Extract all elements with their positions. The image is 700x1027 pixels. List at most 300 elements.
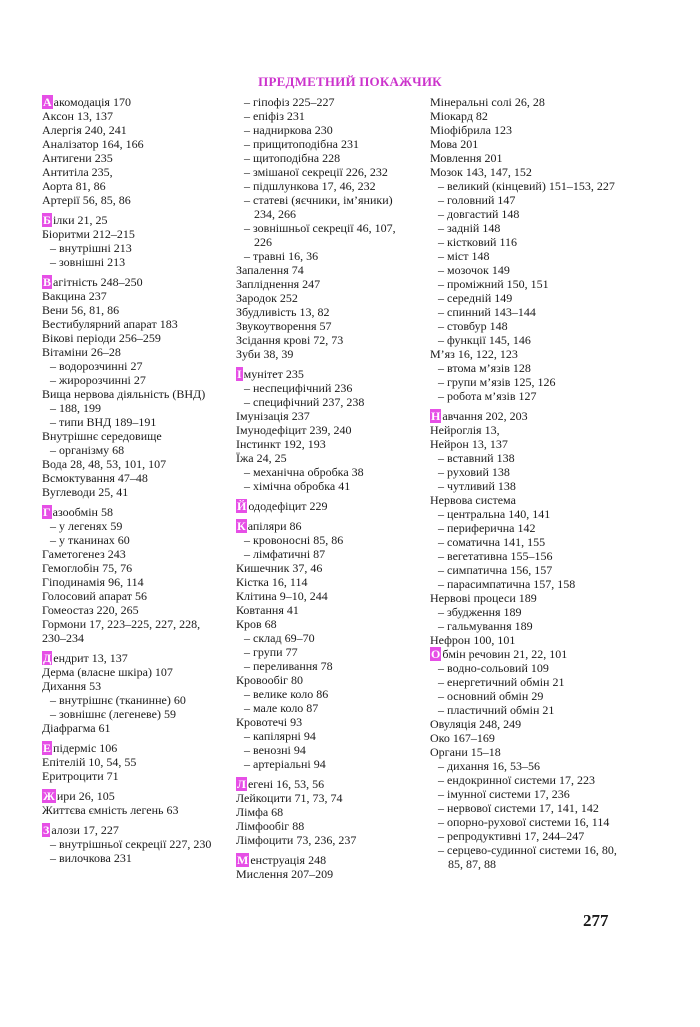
index-entry-text: Лімфа 68 <box>236 805 284 819</box>
index-entry <box>430 493 630 507</box>
index-entry <box>42 227 222 241</box>
index-entry <box>42 561 222 575</box>
index-entry <box>42 679 222 693</box>
index-subentry <box>42 837 222 851</box>
index-entry-text: – задній 148 <box>438 221 501 235</box>
index-entry-text: – групи 77 <box>244 645 298 659</box>
index-entry-text: – мозочок 149 <box>438 263 510 277</box>
index-subentry <box>430 787 630 801</box>
index-entry-text: Зародок 252 <box>236 291 298 305</box>
index-entry-text: Звукоутворення 57 <box>236 319 332 333</box>
index-entry-text: – основний обмін 29 <box>438 689 544 703</box>
index-entry <box>236 499 416 513</box>
index-entry-text: – центральна 140, 141 <box>438 507 551 521</box>
index-subentry <box>42 533 222 547</box>
index-entry <box>42 289 222 303</box>
index-entry-text: – зовнішнє (легеневе) 59 <box>50 707 176 721</box>
section-initial-letter: Д <box>43 651 52 665</box>
index-entry <box>236 819 416 833</box>
index-entry <box>236 673 416 687</box>
index-subentry <box>430 507 630 521</box>
index-entry-text: Мислення 207–209 <box>236 867 334 881</box>
index-subentry <box>430 675 630 689</box>
index-entry-text: Аорта 81, 86 <box>42 179 106 193</box>
index-entry-text: – гальмування 189 <box>438 619 533 633</box>
index-entry <box>236 561 416 575</box>
index-entry-text: Кістка 16, 114 <box>236 575 308 589</box>
index-entry <box>236 777 416 791</box>
index-entry <box>236 367 416 381</box>
section-initial-letter: О <box>431 647 441 661</box>
index-entry <box>236 277 416 291</box>
index-subentry <box>430 759 630 773</box>
index-entry-text: підерміс 106 <box>53 741 118 755</box>
index-entry-text: – вегетативна 155–156 <box>438 549 553 563</box>
index-entry <box>42 803 222 817</box>
index-entry-text: – травні 16, 36 <box>244 249 319 263</box>
index-entry <box>42 193 222 207</box>
index-subentry <box>430 263 630 277</box>
index-entry-text: – склад 69–70 <box>244 631 315 645</box>
index-entry-text: Запліднення 247 <box>236 277 321 291</box>
index-entry <box>42 429 222 443</box>
index-subentry <box>430 291 630 305</box>
index-entry-text: Внутрішнє середовище <box>42 429 162 443</box>
index-subentry <box>42 241 222 255</box>
index-entry <box>430 151 630 165</box>
index-entry-text: азообмін 58 <box>52 505 113 519</box>
index-entry-text: – імунної системи 17, 236 <box>438 787 570 801</box>
index-entry <box>236 423 416 437</box>
index-entry-text: Вестибулярний апарат 183 <box>42 317 178 331</box>
index-entry-text: Око 167–169 <box>430 731 495 745</box>
index-entry-text: – соматична 141, 155 <box>438 535 546 549</box>
index-entry-text: – епіфіз 231 <box>244 109 305 123</box>
index-subentry <box>430 619 630 633</box>
section-initial-letter: З <box>43 823 50 837</box>
index-entry-text: Життєва ємність легень 63 <box>42 803 179 817</box>
index-entry-text: – щитоподібна 228 <box>244 151 341 165</box>
index-entry-text: – прищитоподібна 231 <box>244 137 359 151</box>
index-subentry <box>430 661 630 675</box>
index-entry-text: – втома м’язів 128 <box>438 361 531 375</box>
index-entry-text: – надниркова 230 <box>244 123 333 137</box>
index-subentry <box>430 829 630 843</box>
index-entry-text: – нервової системи 17, 141, 142 <box>438 801 599 815</box>
index-entry <box>42 275 222 289</box>
index-subentry <box>42 443 222 457</box>
index-entry <box>430 409 630 423</box>
index-entry-text: – венозні 94 <box>244 743 306 757</box>
index-subentry <box>430 235 630 249</box>
index-entry-text: Нейроглія 13, <box>430 423 500 437</box>
index-subentry <box>42 255 222 269</box>
index-subentry <box>430 249 630 263</box>
index-subentry <box>42 401 222 415</box>
index-subentry <box>236 165 416 179</box>
index-entry-text: – руховий 138 <box>438 465 510 479</box>
index-entry-text: Вени 56, 81, 86 <box>42 303 120 317</box>
index-entry <box>236 833 416 847</box>
index-subentry <box>430 801 630 815</box>
index-entry-text: Нервові процеси 189 <box>430 591 537 605</box>
index-subentry <box>430 843 630 871</box>
index-entry <box>430 137 630 151</box>
index-entry-text: – переливання 78 <box>244 659 333 673</box>
index-entry-text: Лімфообіг 88 <box>236 819 305 833</box>
index-entry-text: Лімфоцити 73, 236, 237 <box>236 833 357 847</box>
index-subentry <box>236 137 416 151</box>
index-entry-text: – проміжний 150, 151 <box>438 277 549 291</box>
index-subentry <box>42 851 222 865</box>
index-entry-text: – опорно-рухової системи 16, 114 <box>438 815 610 829</box>
index-column-3 <box>430 95 630 871</box>
index-entry <box>430 423 630 437</box>
index-entry <box>42 179 222 193</box>
index-entry-text: – середній 149 <box>438 291 513 305</box>
index-entry-text: – гіпофіз 225–227 <box>244 95 335 109</box>
index-entry <box>42 575 222 589</box>
index-entry-text: Вакцина 237 <box>42 289 107 303</box>
index-entry <box>42 741 222 755</box>
index-subentry <box>430 221 630 235</box>
index-entry-text: – велике коло 86 <box>244 687 329 701</box>
index-subentry <box>430 577 630 591</box>
section-initial-letter: Ж <box>43 789 55 803</box>
index-entry-text: Артерії 56, 85, 86 <box>42 193 131 207</box>
section-initial-letter: Й <box>237 499 247 513</box>
index-entry-text: енструація 248 <box>250 853 327 867</box>
index-entry <box>430 717 630 731</box>
index-entry <box>42 457 222 471</box>
index-entry <box>42 317 222 331</box>
index-entry-text: – хімічна обробка 41 <box>244 479 351 493</box>
index-entry-text: Лейкоцити 71, 73, 74 <box>236 791 343 805</box>
index-entry-text: – спинний 143–144 <box>438 305 536 319</box>
index-subentry <box>236 757 416 771</box>
index-entry-text: Вітаміни 26–28 <box>42 345 121 359</box>
index-entry <box>430 109 630 123</box>
index-entry-text: – парасимпатична 157, 158 <box>438 577 576 591</box>
index-entry-text: ири 26, 105 <box>56 789 115 803</box>
index-entry-text: Зуби 38, 39 <box>236 347 294 361</box>
index-entry-text: – у тканинах 60 <box>50 533 130 547</box>
index-subentry <box>430 319 630 333</box>
index-entry-text: – механічна обробка 38 <box>244 465 364 479</box>
index-entry-text: – пластичний обмін 21 <box>438 703 555 717</box>
index-entry <box>236 853 416 867</box>
index-entry-text: – зовнішні 213 <box>50 255 126 269</box>
index-subentry <box>430 563 630 577</box>
index-entry-text: – дихання 16, 53–56 <box>438 759 541 773</box>
index-subentry <box>430 703 630 717</box>
index-entry-text: Вуглеводи 25, 41 <box>42 485 129 499</box>
index-entry <box>42 331 222 345</box>
index-entry <box>42 151 222 165</box>
index-entry-text: – капілярні 94 <box>244 729 316 743</box>
index-subentry <box>430 815 630 829</box>
index-entry-text: алози 17, 227 <box>51 823 119 837</box>
page-number: 277 <box>583 911 609 930</box>
index-title: ПРЕДМЕТНИЙ ПОКАЖЧИК <box>258 74 442 89</box>
index-subentry <box>430 479 630 493</box>
index-entry-text: – водорозчинні 27 <box>50 359 143 373</box>
index-entry <box>236 305 416 319</box>
index-entry <box>42 823 222 837</box>
index-entry-text: – серцево-судинної системи 16, 80, 85, 87, 88 <box>438 843 617 871</box>
index-subentry <box>236 381 416 395</box>
index-entry-text: Клітина 9–10, 244 <box>236 589 328 603</box>
index-entry-text: – вилочкова 231 <box>50 851 132 865</box>
section-initial-letter: Л <box>237 777 246 791</box>
index-entry <box>430 633 630 647</box>
index-entry <box>236 263 416 277</box>
index-entry-text: ілки 21, 25 <box>52 213 108 227</box>
index-entry-text: М’яз 16, 122, 123 <box>430 347 518 361</box>
index-subentry <box>430 277 630 291</box>
index-entry <box>42 213 222 227</box>
index-entry <box>236 291 416 305</box>
index-entry-text: Діафрагма 61 <box>42 721 111 735</box>
index-entry-text: Гормони 17, 223–225, 227, 228, 230–234 <box>42 617 201 645</box>
index-entry-text: – симпатична 156, 157 <box>438 563 553 577</box>
index-entry-text: – збудження 189 <box>438 605 522 619</box>
index-subentry <box>430 605 630 619</box>
index-entry <box>42 665 222 679</box>
index-column-2 <box>236 95 416 881</box>
index-subentry <box>236 193 416 221</box>
index-entry <box>236 519 416 533</box>
section-initial-letter: Г <box>43 505 51 519</box>
index-subentry <box>42 373 222 387</box>
index-entry-text: – зовнішньої секреції 46, 107, 226 <box>244 221 396 249</box>
index-subentry <box>236 687 416 701</box>
index-entry-text: Запалення 74 <box>236 263 304 277</box>
index-entry <box>236 451 416 465</box>
index-entry-text: – репродуктивні 17, 244–247 <box>438 829 585 843</box>
index-entry-text: акомодація 170 <box>53 95 131 109</box>
index-entry-text: апіляри 86 <box>247 519 302 533</box>
index-entry-text: – водно-сольовий 109 <box>438 661 549 675</box>
index-entry-text: – організму 68 <box>50 443 125 457</box>
index-entry-text: ододефіцит 229 <box>248 499 328 513</box>
index-entry-text: – кістковий 116 <box>438 235 518 249</box>
index-subentry <box>430 689 630 703</box>
index-entry <box>430 95 630 109</box>
index-entry-text: Гіподинамія 96, 114 <box>42 575 144 589</box>
index-entry-text: агітність 248–250 <box>53 275 143 289</box>
index-subentry <box>430 333 630 347</box>
index-entry-text: Вода 28, 48, 53, 101, 107 <box>42 457 167 471</box>
index-entry-text: мунітет 235 <box>243 367 304 381</box>
index-entry <box>42 95 222 109</box>
index-entry-text: – у легенях 59 <box>50 519 123 533</box>
index-entry-text: – артеріальні 94 <box>244 757 326 771</box>
index-entry-text: Зсідання крові 72, 73 <box>236 333 344 347</box>
index-subentry <box>236 729 416 743</box>
index-entry <box>236 617 416 631</box>
index-entry-text: Біоритми 212–215 <box>42 227 135 241</box>
index-entry-text: – 188, 199 <box>50 401 101 415</box>
index-entry <box>42 755 222 769</box>
index-entry <box>430 745 630 759</box>
index-entry <box>430 165 630 179</box>
index-entry-text: – жиророзчинні 27 <box>50 373 146 387</box>
index-entry-text: – статеві (яєчники, ім’яники) 234, 266 <box>244 193 393 221</box>
index-entry-text: Епітелій 10, 54, 55 <box>42 755 137 769</box>
index-entry-text: Вища нервова діяльність (ВНД) <box>42 387 206 401</box>
index-subentry <box>42 359 222 373</box>
index-entry-text: – внутрішнє (тканинне) 60 <box>50 693 186 707</box>
index-entry-text: Гомеостаз 220, 265 <box>42 603 139 617</box>
index-entry-text: Кишечник 37, 46 <box>236 561 323 575</box>
index-entry-text: – неспецифічний 236 <box>244 381 353 395</box>
index-entry-text: Аналізатор 164, 166 <box>42 137 144 151</box>
index-entry <box>236 805 416 819</box>
index-entry-text: – функції 145, 146 <box>438 333 531 347</box>
index-entry <box>430 347 630 361</box>
section-initial-letter: Б <box>43 213 51 227</box>
index-entry <box>430 647 630 661</box>
index-entry <box>430 731 630 745</box>
index-entry-text: – внутрішньої секреції 227, 230 <box>50 837 212 851</box>
index-subentry <box>430 361 630 375</box>
index-entry <box>42 769 222 783</box>
index-entry-text: – підшлункова 17, 46, 232 <box>244 179 376 193</box>
index-subentry <box>236 123 416 137</box>
index-subentry <box>42 707 222 721</box>
index-entry-text: Кровотечі 93 <box>236 715 303 729</box>
index-entry-text: Імунодефіцит 239, 240 <box>236 423 352 437</box>
index-entry <box>236 603 416 617</box>
index-entry-text: – великий (кінцевий) 151–153, 227 <box>438 179 615 193</box>
index-subentry <box>430 389 630 403</box>
index-entry-text: Кров 68 <box>236 617 277 631</box>
index-entry <box>430 123 630 137</box>
index-subentry <box>236 533 416 547</box>
index-entry-text: Їжа 24, 25 <box>236 451 287 465</box>
index-entry-text: Нефрон 100, 101 <box>430 633 516 647</box>
index-entry-text: – змішаної секреції 226, 232 <box>244 165 388 179</box>
index-subentry <box>236 395 416 409</box>
index-entry-text: ендрит 13, 137 <box>53 651 128 665</box>
index-entry <box>42 651 222 665</box>
index-entry-text: – ендокринної системи 17, 223 <box>438 773 595 787</box>
index-entry-text: Антитіла 235, <box>42 165 113 179</box>
index-entry-text: Овуляція 248, 249 <box>430 717 522 731</box>
index-subentry <box>430 465 630 479</box>
index-entry-text: Мозок 143, 147, 152 <box>430 165 532 179</box>
index-entry-text: Мінеральні солі 26, 28 <box>430 95 545 109</box>
index-entry <box>236 867 416 881</box>
index-entry <box>42 165 222 179</box>
index-entry-text: Аксон 13, 137 <box>42 109 113 123</box>
index-entry <box>42 303 222 317</box>
index-entry-text: Всмоктування 47–48 <box>42 471 148 485</box>
index-entry-text: Органи 15–18 <box>430 745 501 759</box>
index-entry <box>42 387 222 401</box>
index-subentry <box>236 221 416 249</box>
index-entry <box>42 589 222 603</box>
index-entry-text: Еритроцити 71 <box>42 769 119 783</box>
index-entry-text: – чутливий 138 <box>438 479 516 493</box>
index-subentry <box>236 109 416 123</box>
index-entry <box>236 437 416 451</box>
index-entry <box>42 345 222 359</box>
index-subentry <box>430 451 630 465</box>
index-entry-text: – типи ВНД 189–191 <box>50 415 157 429</box>
index-entry-text: – мале коло 87 <box>244 701 319 715</box>
index-entry <box>236 319 416 333</box>
index-subentry <box>236 479 416 493</box>
index-column-1 <box>42 95 222 865</box>
index-entry-text: Інстинкт 192, 193 <box>236 437 326 451</box>
index-entry <box>42 547 222 561</box>
index-entry-text: – довгастий 148 <box>438 207 520 221</box>
index-subentry <box>430 193 630 207</box>
index-entry-text: авчання 202, 203 <box>442 409 528 423</box>
index-subentry <box>430 535 630 549</box>
index-entry-text: – кровоносні 85, 86 <box>244 533 344 547</box>
index-entry-text: Мовлення 201 <box>430 151 503 165</box>
index-entry-text: – робота м’язів 127 <box>438 389 537 403</box>
index-subentry <box>430 549 630 563</box>
index-subentry <box>236 547 416 561</box>
index-subentry <box>42 693 222 707</box>
index-entry-text: Вікові періоди 256–259 <box>42 331 161 345</box>
index-entry <box>42 721 222 735</box>
index-entry-text: Кровообіг 80 <box>236 673 303 687</box>
index-subentry <box>430 207 630 221</box>
index-entry-text: Міокард 82 <box>430 109 488 123</box>
index-subentry <box>430 305 630 319</box>
index-entry <box>42 603 222 617</box>
index-entry-text: бмін речовин 21, 22, 101 <box>442 647 568 661</box>
index-entry-text: Збудливість 13, 82 <box>236 305 330 319</box>
index-subentry <box>236 151 416 165</box>
index-entry-text: – стовбур 148 <box>438 319 508 333</box>
index-entry-text: егені 16, 53, 56 <box>247 777 325 791</box>
index-entry-text: – міст 148 <box>438 249 490 263</box>
index-entry <box>42 505 222 519</box>
index-entry <box>430 437 630 451</box>
index-entry-text: – специфічний 237, 238 <box>244 395 365 409</box>
index-subentry <box>430 375 630 389</box>
section-initial-letter: К <box>237 519 246 533</box>
index-subentry <box>430 521 630 535</box>
index-entry <box>42 109 222 123</box>
index-subentry <box>236 645 416 659</box>
index-entry <box>42 485 222 499</box>
index-entry <box>236 409 416 423</box>
index-entry <box>236 347 416 361</box>
index-entry-text: – головний 147 <box>438 193 516 207</box>
index-entry-text: Ковтання 41 <box>236 603 299 617</box>
index-entry-text: Гаметогенез 243 <box>42 547 126 561</box>
index-entry <box>236 589 416 603</box>
index-subentry <box>42 415 222 429</box>
index-subentry <box>42 519 222 533</box>
section-initial-letter: Н <box>431 409 441 423</box>
index-entry <box>236 333 416 347</box>
index-entry <box>42 471 222 485</box>
index-entry-text: Алергія 240, 241 <box>42 123 127 137</box>
index-subentry <box>236 249 416 263</box>
index-entry <box>42 123 222 137</box>
section-initial-letter: В <box>43 275 52 289</box>
section-initial-letter: М <box>237 853 249 867</box>
index-entry <box>42 789 222 803</box>
